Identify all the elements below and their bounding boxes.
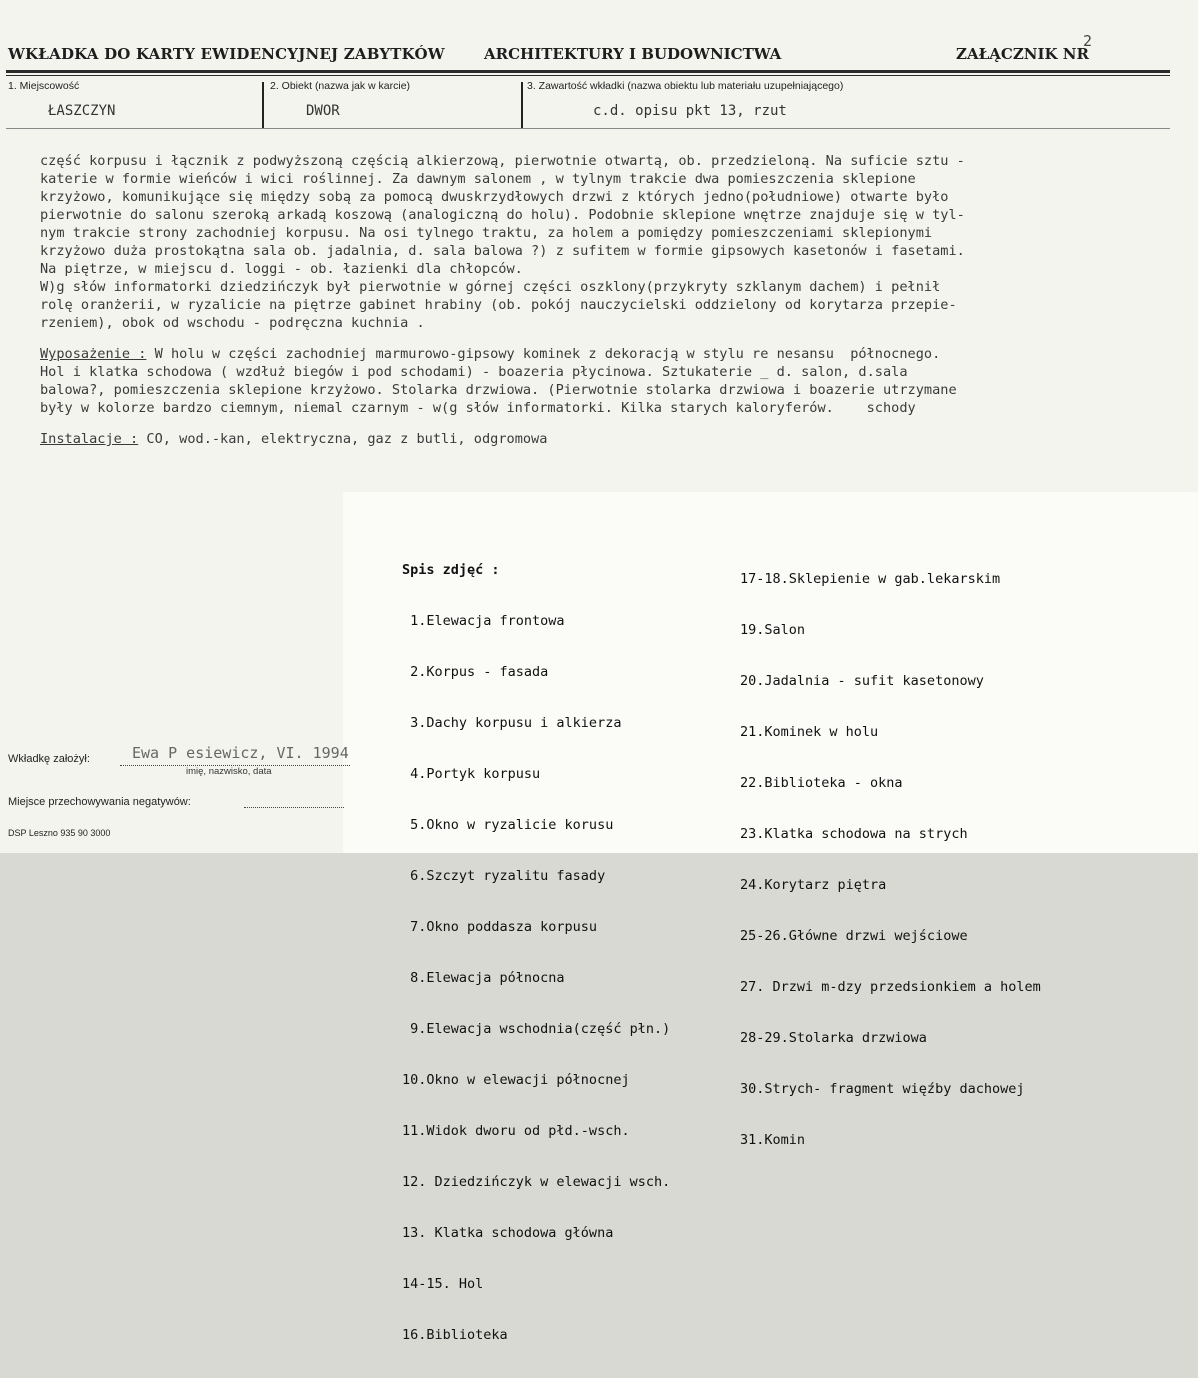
header-rule-thin [6,75,1170,76]
field-label-content: 3. Zawartość wkładki (nazwa obiektu lub materiału uzupełniającego) [527,80,844,92]
equipment-line: balowa?, pomieszczenia sklepione krzyżowo. Stolarka drzwiowa. (Pierwotnie stolarka drzwiowa i boazerie utrzymane [40,382,957,398]
description-line: część korpusu i łącznik z podwyższoną częścią alkierzową, pierwotnie otwartą, ob. przedzieloną. Na suficie sztu - [40,153,965,169]
list-item: 17-18.Sklepienie w gab.lekarskim [740,571,1001,587]
description-line: rolę oranżerii, w ryzalicie na piętrze gabinet hrabiny (ob. pokój nauczycielski oddzielony od korytarza przepie- [40,297,957,313]
print-mark: DSP Leszno 935 90 3000 [8,828,111,838]
list-item: 3.Dachy korpusu i alkierza [402,715,622,731]
equipment-line-1: Wyposażenie : W holu w części zachodniej marmurowo-gipsowy kominek z dekoracją w stylu re nesansu północnego. [40,346,941,362]
list-item: 12. Dziedzińczyk w elewacji wsch. [402,1174,671,1190]
installations-heading: Instalacje : [40,431,139,447]
compiled-by-caption: imię, nazwisko, data [186,766,272,777]
compiled-by-value: Ewa P esiewicz, VI. 1994 [132,744,349,762]
list-item: 25-26.Główne drzwi wejściowe [740,928,968,944]
description-line: nym trakcie strony zachodniej korpusu. Na osi tylnego traktu, za holem a pomiędzy pomieszczeniami sklepionymi [40,225,933,241]
description-line: Na piętrze, w miejscu d. loggi - ob. łazienki dla chłopców. [40,261,523,277]
description-line: W)g słów informatorki dziedzińczyk był pierwotnie w górnej części oszklony(przykryty szklanym dachem) i pełnił [40,279,941,295]
list-item: 13. Klatka schodowa główna [402,1225,614,1241]
description-line: katerie w formie wieńców i wici roślinnej. Za dawnym salonem , w tylnym trakcie dwa pomieszczenia sklepione [40,171,916,187]
list-item: 9.Elewacja wschodnia(część płn.) [402,1021,671,1037]
list-item: 28-29.Stolarka drzwiowa [740,1030,927,1046]
list-item: 6.Szczyt ryzalitu fasady [402,868,606,884]
list-item: 5.Okno w ryzalicie korusu [402,817,614,833]
form-title-continued: ARCHITEKTURY I BUDOWNICTWA [484,45,782,63]
negatives-location-line [244,807,344,808]
header-rule-thick [6,70,1170,73]
attachment-number-label: ZAŁĄCZNIK NR [956,45,1089,63]
list-item: 31.Komin [740,1132,806,1148]
photo-list-right [740,537,1041,1183]
list-item: 24.Korytarz piętra [740,877,887,893]
description-line: pierwotnie do salonu szeroką arkadą koszową (analogiczną do holu). Podobnie sklepione wnętrze znajduje się w tyl- [40,207,965,223]
list-item: 30.Strych- fragment więźby dachowej [740,1081,1025,1097]
field-value-content: c.d. opisu pkt 13, rzut [593,103,787,119]
list-item: 16.Biblioteka [402,1327,508,1343]
list-item: 14-15. Hol [402,1276,484,1292]
field-label-locality: 1. Miejscowość [8,80,80,92]
list-item: 20.Jadalnia - sufit kasetonowy [740,673,984,689]
form-title: WKŁADKA DO KARTY EWIDENCYJNEJ ZABYTKÓW [8,45,445,63]
field-label-object: 2. Obiekt (nazwa jak w karcie) [270,80,411,92]
list-item: 2.Korpus - fasada [402,664,549,680]
photo-list-left [402,528,670,1378]
list-item: 7.Okno poddasza korpusu [402,919,598,935]
description-line: rzeniem), obok od wschodu - podręczna kuchnia . [40,315,425,331]
field-row-rule [6,128,1170,129]
list-item: 27. Drzwi m-dzy przedsionkiem a holem [740,979,1041,995]
list-item: 22.Biblioteka - okna [740,775,903,791]
installations-line: Instalacje : CO, wod.-kan, elektryczna, gaz z butli, odgromowa [40,431,548,447]
field-divider-1 [262,82,264,128]
list-item: 10.Okno w elewacji północnej [402,1072,630,1088]
photo-list-title: Spis zdjęć : [402,562,500,578]
equipment-line: były w kolorze bardzo ciemnym, niemal czarnym - w(g słów informatorki. Kilka starych kaloryferów. schody [40,400,916,416]
page-number: 2 [1083,32,1093,50]
field-value-object: DWOR [306,103,340,119]
list-item: 8.Elewacja północna [402,970,565,986]
list-item: 1.Elewacja frontowa [402,613,565,629]
list-item: 21.Kominek w holu [740,724,879,740]
field-divider-2 [521,82,523,128]
field-value-locality: ŁASZCZYN [48,103,116,119]
list-item: 23.Klatka schodowa na strych [740,826,968,842]
list-item: 4.Portyk korpusu [402,766,541,782]
compiled-by-label: Wkładkę założył: [8,753,90,765]
description-line: krzyżowo duża prostokątna sala ob. jadalnia, d. sala balowa ?) z sufitem w formie gipsowych kasetonów i fasetami. [40,243,965,259]
description-line: krzyżowo, komunikujące się między sobą za pomocą dwuskrzydłowych drzwi z których jedno(południowe) otwarte było [40,189,949,205]
equipment-heading: Wyposażenie : [40,346,147,362]
list-item: 19.Salon [740,622,806,638]
equipment-line: Hol i klatka schodowa ( wzdłuż biegów i pod schodami) - boazeria płycinowa. Sztukaterie _ d. salon, d.sala [40,364,908,380]
negatives-location-label: Miejsce przechowywania negatywów: [8,796,191,808]
list-item: 11.Widok dworu od płd.-wsch. [402,1123,630,1139]
